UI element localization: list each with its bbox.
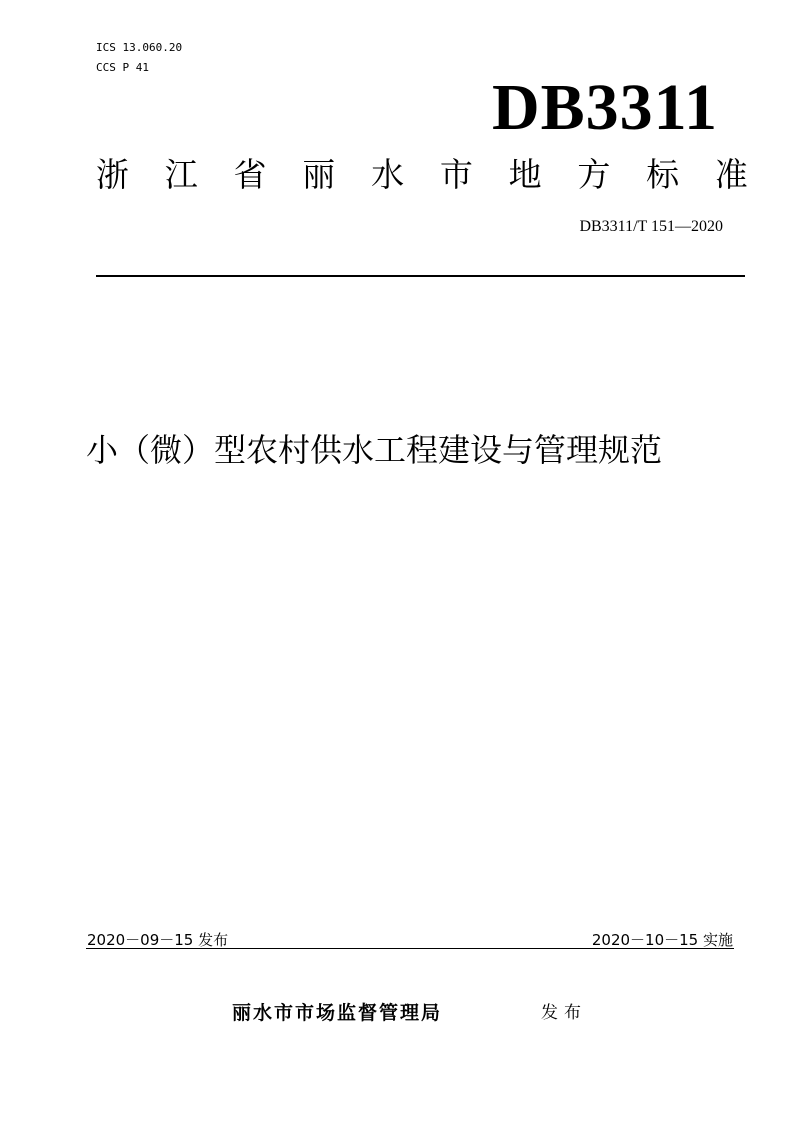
category-char: 地 xyxy=(508,155,542,194)
category-char: 标 xyxy=(646,155,680,194)
publish-label: 发布 xyxy=(541,1003,587,1023)
category-char: 准 xyxy=(714,155,748,194)
issuing-authority: 丽水市市场监督管理局 xyxy=(232,1002,443,1024)
category-char: 水 xyxy=(371,155,405,194)
category-char: 省 xyxy=(233,155,267,194)
footer-divider xyxy=(86,948,734,949)
implementation-date: 2020－10－15 实施 xyxy=(591,931,733,949)
header-divider xyxy=(96,275,745,277)
category-char: 市 xyxy=(439,155,473,194)
standard-category xyxy=(96,155,748,195)
standard-number: DB3311/T 151—2020 xyxy=(579,218,723,235)
category-char: 浙 xyxy=(96,155,129,194)
ccs-code: CCS P 41 xyxy=(96,61,149,74)
category-char: 江 xyxy=(164,155,198,194)
document-title: 小（微）型农村供水工程建设与管理规范 xyxy=(86,431,663,469)
ics-code: ICS 13.060.20 xyxy=(96,41,183,54)
category-char: 方 xyxy=(577,155,611,194)
standard-code: DB3311 xyxy=(491,71,718,144)
category-char: 丽 xyxy=(302,155,336,194)
issue-date: 2020－09－15 发布 xyxy=(87,931,229,949)
